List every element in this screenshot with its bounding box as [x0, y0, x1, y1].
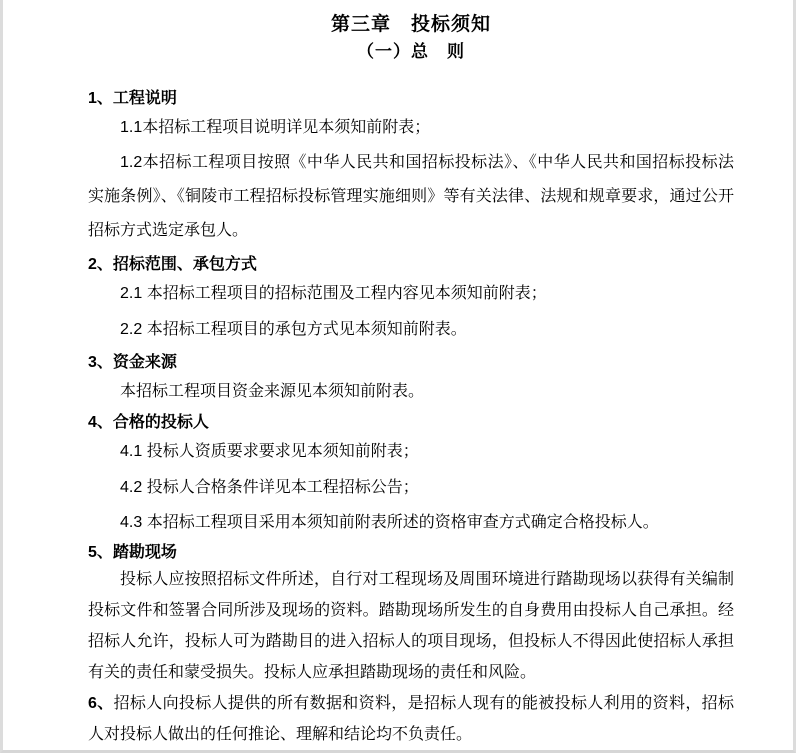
section-3-heading: 3、资金来源	[88, 354, 177, 371]
clause-6-number: 6、	[88, 695, 114, 712]
section-project-description	[88, 88, 734, 248]
section-bidding-scope	[88, 254, 734, 348]
clause-6-text: 招标人向投标人提供的所有数据和资料，是招标人现有的能被投标人利用的资料，招标人对投标人做出的任何推论、理解和结论均不负责任。	[88, 695, 734, 743]
clause-1-2: 1.2本招标工程项目按照《中华人民共和国招标投标法》、《中华人民共和国招标投标法实施条例》、《铜陵市工程招标投标管理实施细则》等有关法律、法规和规章要求，通过公开招标方式选定承包人。	[88, 154, 734, 239]
section-site-visit	[88, 542, 734, 688]
clause-2-1: 2.1 本招标工程项目的招标范围及工程内容见本须知前附表；	[120, 285, 547, 302]
section-1-heading: 1、工程说明	[88, 90, 177, 107]
section-qualified-bidders	[88, 412, 734, 540]
section-funding-source	[88, 352, 734, 410]
clause-2-2: 2.2 本招标工程项目的承包方式见本须知前附表。	[120, 321, 467, 338]
section-5-heading: 5、踏勘现场	[88, 544, 177, 561]
section-2-heading: 2、招标范围、承包方式	[88, 256, 257, 273]
clause-4-1: 4.1 投标人资质要求要求见本须知前附表；	[120, 443, 419, 460]
document-subtitle: （一）总 则	[357, 42, 465, 61]
document-title: 第三章 投标须知	[330, 14, 491, 35]
clause-4-3: 4.3 本招标工程项目采用本须知前附表所述的资格审查方式确定合格投标人。	[120, 514, 659, 531]
section-provided-data	[88, 688, 734, 750]
clause-1-1: 1.1本招标工程项目说明详见本须知前附表；	[120, 119, 431, 136]
clause-5-body: 投标人应按照招标文件所述，自行对工程现场及周围环境进行踏勘现场以获得有关编制投标文件和签署合同所涉及现场的资料。踏勘现场所发生的自身费用由投标人自己承担。经招标人允许，投标人可为踏勘目的进入招标人的项目现场，但投标人不得因此使招标人承担有关的责任和蒙受损失。投标人应承担踏勘现场的责任和风险。	[88, 571, 734, 681]
clause-4-2: 4.2 投标人合格条件详见本工程招标公告；	[120, 479, 419, 496]
clause-3-body: 本招标工程项目资金来源见本须知前附表。	[120, 383, 425, 400]
section-4-heading: 4、合格的投标人	[88, 414, 209, 431]
clause-6-body	[88, 688, 734, 750]
